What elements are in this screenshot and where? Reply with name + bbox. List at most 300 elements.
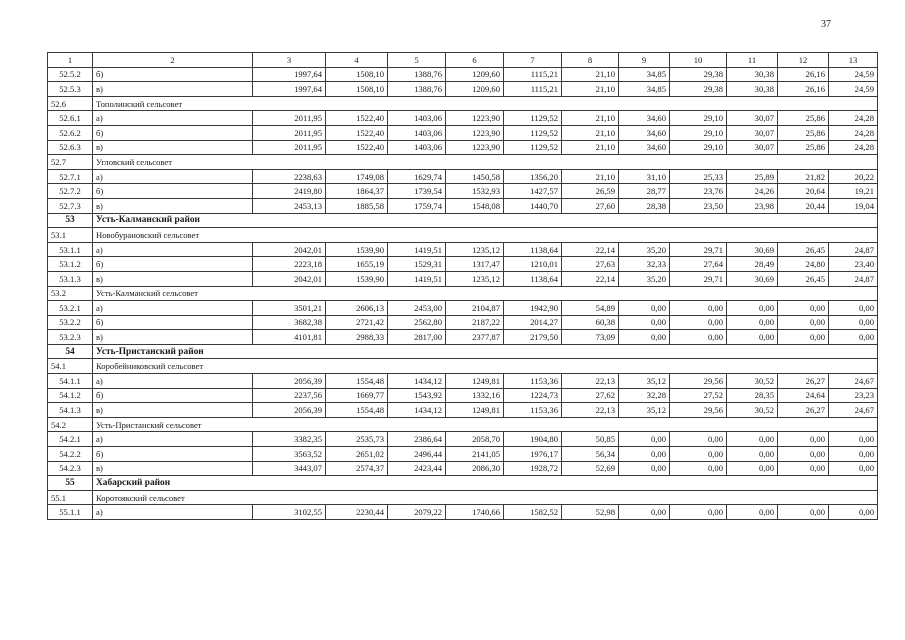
row-variant: б) bbox=[93, 315, 253, 330]
settlement-code: 53.2 bbox=[48, 286, 93, 301]
value-cell: 1582,52 bbox=[504, 505, 562, 520]
value-cell: 2141,05 bbox=[446, 447, 504, 462]
settlement-name: Коробейниковский сельсовет bbox=[93, 359, 878, 374]
value-cell: 30,69 bbox=[727, 271, 778, 286]
value-cell: 2011,95 bbox=[253, 111, 326, 126]
value-cell: 1153,36 bbox=[504, 374, 562, 389]
value-cell: 1403,06 bbox=[388, 140, 446, 155]
table-row bbox=[48, 184, 878, 199]
value-cell: 27,60 bbox=[562, 198, 619, 213]
row-variant: б) bbox=[93, 447, 253, 462]
value-cell: 1539,90 bbox=[326, 242, 388, 257]
column-number-header: 12 bbox=[778, 53, 829, 68]
value-cell: 0,00 bbox=[829, 330, 878, 345]
value-cell: 0,00 bbox=[670, 447, 727, 462]
value-cell: 0,00 bbox=[829, 505, 878, 520]
value-cell: 1235,12 bbox=[446, 271, 504, 286]
value-cell: 1419,51 bbox=[388, 242, 446, 257]
value-cell: 2237,56 bbox=[253, 388, 326, 403]
settlement-code: 53.1 bbox=[48, 228, 93, 243]
row-variant: в) bbox=[93, 403, 253, 418]
value-cell: 34,60 bbox=[619, 125, 670, 140]
value-cell: 2056,39 bbox=[253, 403, 326, 418]
column-number-header: 4 bbox=[326, 53, 388, 68]
value-cell: 2574,37 bbox=[326, 461, 388, 476]
value-cell: 29,56 bbox=[670, 403, 727, 418]
value-cell: 30,52 bbox=[727, 374, 778, 389]
value-cell: 21,10 bbox=[562, 140, 619, 155]
row-code: 53.2.2 bbox=[48, 315, 93, 330]
value-cell: 52,98 bbox=[562, 505, 619, 520]
table-row bbox=[48, 315, 878, 330]
value-cell: 3563,52 bbox=[253, 447, 326, 462]
value-cell: 28,77 bbox=[619, 184, 670, 199]
settlement-name: Тополинский сельсовет bbox=[93, 96, 878, 111]
value-cell: 1223,90 bbox=[446, 111, 504, 126]
settlement-code: 54.2 bbox=[48, 417, 93, 432]
value-cell: 0,00 bbox=[778, 505, 829, 520]
value-cell: 25,33 bbox=[670, 169, 727, 184]
value-cell: 29,56 bbox=[670, 374, 727, 389]
value-cell: 2042,01 bbox=[253, 271, 326, 286]
value-cell: 0,00 bbox=[778, 447, 829, 462]
value-cell: 24,64 bbox=[778, 388, 829, 403]
value-cell: 29,71 bbox=[670, 242, 727, 257]
value-cell: 28,38 bbox=[619, 198, 670, 213]
row-code: 52.6.1 bbox=[48, 111, 93, 126]
value-cell: 19,04 bbox=[829, 198, 878, 213]
row-variant: б) bbox=[93, 388, 253, 403]
settlement-code: 52.7 bbox=[48, 155, 93, 170]
row-variant: в) bbox=[93, 198, 253, 213]
row-variant: в) bbox=[93, 271, 253, 286]
settlement-name: Новобурановский сельсовет bbox=[93, 228, 878, 243]
value-cell: 1129,52 bbox=[504, 125, 562, 140]
row-variant: б) bbox=[93, 184, 253, 199]
value-cell: 30,52 bbox=[727, 403, 778, 418]
value-cell: 0,00 bbox=[619, 461, 670, 476]
settlement-header-row bbox=[48, 359, 878, 374]
value-cell: 0,00 bbox=[670, 315, 727, 330]
value-cell: 0,00 bbox=[619, 330, 670, 345]
settlement-name: Усть-Пристанский сельсовет bbox=[93, 417, 878, 432]
value-cell: 24,28 bbox=[829, 111, 878, 126]
value-cell: 2079,22 bbox=[388, 505, 446, 520]
value-cell: 24,59 bbox=[829, 67, 878, 82]
value-cell: 24,80 bbox=[778, 257, 829, 272]
table-row bbox=[48, 111, 878, 126]
settlement-header-row bbox=[48, 96, 878, 111]
value-cell: 30,38 bbox=[727, 67, 778, 82]
value-cell: 0,00 bbox=[829, 432, 878, 447]
value-cell: 34,85 bbox=[619, 67, 670, 82]
value-cell: 1115,21 bbox=[504, 67, 562, 82]
value-cell: 0,00 bbox=[619, 432, 670, 447]
value-cell: 24,59 bbox=[829, 82, 878, 97]
row-code: 52.6.3 bbox=[48, 140, 93, 155]
row-variant: а) bbox=[93, 432, 253, 447]
district-code: 55 bbox=[48, 476, 93, 491]
row-variant: б) bbox=[93, 67, 253, 82]
value-cell: 1388,76 bbox=[388, 82, 446, 97]
table-row bbox=[48, 403, 878, 418]
value-cell: 2419,80 bbox=[253, 184, 326, 199]
value-cell: 1928,72 bbox=[504, 461, 562, 476]
row-code: 54.1.2 bbox=[48, 388, 93, 403]
value-cell: 25,86 bbox=[778, 111, 829, 126]
table-row bbox=[48, 198, 878, 213]
value-cell: 1153,36 bbox=[504, 403, 562, 418]
value-cell: 1224,73 bbox=[504, 388, 562, 403]
value-cell: 3501,21 bbox=[253, 301, 326, 316]
value-cell: 1543,92 bbox=[388, 388, 446, 403]
column-number-header: 13 bbox=[829, 53, 878, 68]
value-cell: 3682,38 bbox=[253, 315, 326, 330]
settlement-code: 54.1 bbox=[48, 359, 93, 374]
value-cell: 1419,51 bbox=[388, 271, 446, 286]
value-cell: 24,26 bbox=[727, 184, 778, 199]
row-code: 54.1.3 bbox=[48, 403, 93, 418]
column-number-header: 10 bbox=[670, 53, 727, 68]
value-cell: 26,27 bbox=[778, 403, 829, 418]
value-cell: 0,00 bbox=[778, 461, 829, 476]
row-variant: б) bbox=[93, 257, 253, 272]
row-variant: в) bbox=[93, 461, 253, 476]
value-cell: 19,21 bbox=[829, 184, 878, 199]
value-cell: 1942,90 bbox=[504, 301, 562, 316]
settlement-header-row bbox=[48, 490, 878, 505]
value-cell: 32,28 bbox=[619, 388, 670, 403]
value-cell: 1434,12 bbox=[388, 374, 446, 389]
column-number-header: 5 bbox=[388, 53, 446, 68]
table-row bbox=[48, 461, 878, 476]
value-cell: 22,14 bbox=[562, 271, 619, 286]
value-cell: 0,00 bbox=[778, 315, 829, 330]
row-code: 54.2.1 bbox=[48, 432, 93, 447]
value-cell: 1440,70 bbox=[504, 198, 562, 213]
value-cell: 2377,87 bbox=[446, 330, 504, 345]
value-cell: 34,60 bbox=[619, 111, 670, 126]
row-code: 54.2.2 bbox=[48, 447, 93, 462]
value-cell: 1864,37 bbox=[326, 184, 388, 199]
value-cell: 27,62 bbox=[562, 388, 619, 403]
value-cell: 22,14 bbox=[562, 242, 619, 257]
value-cell: 23,40 bbox=[829, 257, 878, 272]
value-cell: 26,45 bbox=[778, 271, 829, 286]
value-cell: 2423,44 bbox=[388, 461, 446, 476]
value-cell: 0,00 bbox=[829, 315, 878, 330]
value-cell: 2042,01 bbox=[253, 242, 326, 257]
value-cell: 1554,48 bbox=[326, 403, 388, 418]
row-code: 53.1.1 bbox=[48, 242, 93, 257]
row-code: 52.7.1 bbox=[48, 169, 93, 184]
value-cell: 1629,74 bbox=[388, 169, 446, 184]
value-cell: 1138,64 bbox=[504, 242, 562, 257]
value-cell: 0,00 bbox=[619, 447, 670, 462]
row-variant: в) bbox=[93, 330, 253, 345]
value-cell: 4101,81 bbox=[253, 330, 326, 345]
value-cell: 2453,13 bbox=[253, 198, 326, 213]
value-cell: 35,12 bbox=[619, 403, 670, 418]
row-code: 53.1.2 bbox=[48, 257, 93, 272]
value-cell: 26,59 bbox=[562, 184, 619, 199]
row-variant: а) bbox=[93, 242, 253, 257]
value-cell: 2058,70 bbox=[446, 432, 504, 447]
value-cell: 60,38 bbox=[562, 315, 619, 330]
district-name: Усть-Калманский район bbox=[93, 213, 878, 228]
value-cell: 1249,81 bbox=[446, 374, 504, 389]
value-cell: 22,13 bbox=[562, 403, 619, 418]
value-cell: 2651,02 bbox=[326, 447, 388, 462]
value-cell: 52,69 bbox=[562, 461, 619, 476]
value-cell: 1529,31 bbox=[388, 257, 446, 272]
row-code: 54.1.1 bbox=[48, 374, 93, 389]
value-cell: 0,00 bbox=[670, 505, 727, 520]
value-cell: 25,86 bbox=[778, 140, 829, 155]
value-cell: 35,20 bbox=[619, 242, 670, 257]
value-cell: 25,86 bbox=[778, 125, 829, 140]
value-cell: 2230,44 bbox=[326, 505, 388, 520]
settlement-header-row bbox=[48, 286, 878, 301]
value-cell: 0,00 bbox=[727, 461, 778, 476]
value-cell: 54,89 bbox=[562, 301, 619, 316]
value-cell: 0,00 bbox=[619, 315, 670, 330]
value-cell: 29,10 bbox=[670, 125, 727, 140]
value-cell: 34,60 bbox=[619, 140, 670, 155]
table-row bbox=[48, 432, 878, 447]
table-body bbox=[48, 53, 878, 520]
value-cell: 21,10 bbox=[562, 169, 619, 184]
value-cell: 26,16 bbox=[778, 82, 829, 97]
value-cell: 1997,64 bbox=[253, 67, 326, 82]
row-variant: а) bbox=[93, 111, 253, 126]
value-cell: 2453,00 bbox=[388, 301, 446, 316]
value-cell: 2179,50 bbox=[504, 330, 562, 345]
value-cell: 0,00 bbox=[727, 447, 778, 462]
value-cell: 1317,47 bbox=[446, 257, 504, 272]
value-cell: 28,49 bbox=[727, 257, 778, 272]
column-number-header: 9 bbox=[619, 53, 670, 68]
value-cell: 1539,90 bbox=[326, 271, 388, 286]
value-cell: 2988,33 bbox=[326, 330, 388, 345]
row-code: 52.7.2 bbox=[48, 184, 93, 199]
value-cell: 1522,40 bbox=[326, 111, 388, 126]
value-cell: 27,64 bbox=[670, 257, 727, 272]
value-cell: 1403,06 bbox=[388, 125, 446, 140]
value-cell: 1223,90 bbox=[446, 140, 504, 155]
value-cell: 32,33 bbox=[619, 257, 670, 272]
value-cell: 1235,12 bbox=[446, 242, 504, 257]
value-cell: 23,23 bbox=[829, 388, 878, 403]
value-cell: 0,00 bbox=[727, 432, 778, 447]
row-variant: а) bbox=[93, 505, 253, 520]
value-cell: 1450,58 bbox=[446, 169, 504, 184]
settlement-code: 52.6 bbox=[48, 96, 93, 111]
value-cell: 1129,52 bbox=[504, 140, 562, 155]
value-cell: 3102,55 bbox=[253, 505, 326, 520]
value-cell: 29,10 bbox=[670, 140, 727, 155]
value-cell: 21,10 bbox=[562, 125, 619, 140]
value-cell: 0,00 bbox=[829, 461, 878, 476]
value-cell: 23,50 bbox=[670, 198, 727, 213]
value-cell: 22,13 bbox=[562, 374, 619, 389]
value-cell: 1522,40 bbox=[326, 140, 388, 155]
table-row bbox=[48, 257, 878, 272]
table-row bbox=[48, 301, 878, 316]
value-cell: 20,22 bbox=[829, 169, 878, 184]
row-code: 53.2.3 bbox=[48, 330, 93, 345]
value-cell: 1356,20 bbox=[504, 169, 562, 184]
value-cell: 1548,08 bbox=[446, 198, 504, 213]
table-row bbox=[48, 242, 878, 257]
value-cell: 0,00 bbox=[727, 330, 778, 345]
table-row bbox=[48, 330, 878, 345]
value-cell: 0,00 bbox=[727, 301, 778, 316]
district-code: 54 bbox=[48, 344, 93, 359]
value-cell: 29,71 bbox=[670, 271, 727, 286]
value-cell: 23,76 bbox=[670, 184, 727, 199]
table-row bbox=[48, 169, 878, 184]
value-cell: 1740,66 bbox=[446, 505, 504, 520]
value-cell: 24,87 bbox=[829, 271, 878, 286]
value-cell: 27,63 bbox=[562, 257, 619, 272]
value-cell: 2011,95 bbox=[253, 125, 326, 140]
value-cell: 0,00 bbox=[670, 461, 727, 476]
value-cell: 1138,64 bbox=[504, 271, 562, 286]
value-cell: 21,10 bbox=[562, 82, 619, 97]
column-number-header: 8 bbox=[562, 53, 619, 68]
row-variant: а) bbox=[93, 169, 253, 184]
value-cell: 1997,64 bbox=[253, 82, 326, 97]
value-cell: 1427,57 bbox=[504, 184, 562, 199]
row-code: 52.6.2 bbox=[48, 125, 93, 140]
settlement-header-row bbox=[48, 417, 878, 432]
value-cell: 24,28 bbox=[829, 125, 878, 140]
value-cell: 21,10 bbox=[562, 67, 619, 82]
value-cell: 1508,10 bbox=[326, 82, 388, 97]
value-cell: 0,00 bbox=[670, 432, 727, 447]
value-cell: 1403,06 bbox=[388, 111, 446, 126]
value-cell: 2721,42 bbox=[326, 315, 388, 330]
value-cell: 2104,87 bbox=[446, 301, 504, 316]
value-cell: 25,89 bbox=[727, 169, 778, 184]
value-cell: 24,28 bbox=[829, 140, 878, 155]
column-number-header-row bbox=[48, 53, 878, 68]
value-cell: 1223,90 bbox=[446, 125, 504, 140]
row-variant: в) bbox=[93, 82, 253, 97]
value-cell: 1759,74 bbox=[388, 198, 446, 213]
value-cell: 2223,18 bbox=[253, 257, 326, 272]
settlement-header-row bbox=[48, 155, 878, 170]
value-cell: 20,44 bbox=[778, 198, 829, 213]
value-cell: 1129,52 bbox=[504, 111, 562, 126]
value-cell: 21,10 bbox=[562, 111, 619, 126]
column-number-header: 1 bbox=[48, 53, 93, 68]
value-cell: 0,00 bbox=[619, 505, 670, 520]
district-name: Усть-Пристанский район bbox=[93, 344, 878, 359]
value-cell: 1532,93 bbox=[446, 184, 504, 199]
value-cell: 73,09 bbox=[562, 330, 619, 345]
value-cell: 1332,16 bbox=[446, 388, 504, 403]
row-code: 52.5.2 bbox=[48, 67, 93, 82]
value-cell: 24,67 bbox=[829, 403, 878, 418]
table-row bbox=[48, 67, 878, 82]
column-number-header: 3 bbox=[253, 53, 326, 68]
value-cell: 29,38 bbox=[670, 82, 727, 97]
table-row bbox=[48, 125, 878, 140]
row-code: 54.2.3 bbox=[48, 461, 93, 476]
value-cell: 28,35 bbox=[727, 388, 778, 403]
value-cell: 50,85 bbox=[562, 432, 619, 447]
settlement-code: 55.1 bbox=[48, 490, 93, 505]
value-cell: 30,07 bbox=[727, 125, 778, 140]
value-cell: 1209,60 bbox=[446, 82, 504, 97]
value-cell: 2535,73 bbox=[326, 432, 388, 447]
value-cell: 2238,63 bbox=[253, 169, 326, 184]
value-cell: 29,10 bbox=[670, 111, 727, 126]
value-cell: 0,00 bbox=[727, 505, 778, 520]
value-cell: 1508,10 bbox=[326, 67, 388, 82]
value-cell: 3382,35 bbox=[253, 432, 326, 447]
value-cell: 23,98 bbox=[727, 198, 778, 213]
row-code: 53.2.1 bbox=[48, 301, 93, 316]
row-variant: а) bbox=[93, 374, 253, 389]
value-cell: 56,34 bbox=[562, 447, 619, 462]
table-row bbox=[48, 505, 878, 520]
value-cell: 0,00 bbox=[727, 315, 778, 330]
value-cell: 1434,12 bbox=[388, 403, 446, 418]
value-cell: 1522,40 bbox=[326, 125, 388, 140]
table-row bbox=[48, 447, 878, 462]
value-cell: 24,67 bbox=[829, 374, 878, 389]
row-code: 52.5.3 bbox=[48, 82, 93, 97]
table-row bbox=[48, 388, 878, 403]
value-cell: 1739,54 bbox=[388, 184, 446, 199]
value-cell: 1655,19 bbox=[326, 257, 388, 272]
value-cell: 30,07 bbox=[727, 140, 778, 155]
value-cell: 1976,17 bbox=[504, 447, 562, 462]
value-cell: 1388,76 bbox=[388, 67, 446, 82]
value-cell: 24,87 bbox=[829, 242, 878, 257]
value-cell: 26,16 bbox=[778, 67, 829, 82]
value-cell: 30,38 bbox=[727, 82, 778, 97]
value-cell: 29,38 bbox=[670, 67, 727, 82]
row-variant: а) bbox=[93, 301, 253, 316]
row-code: 55.1.1 bbox=[48, 505, 93, 520]
value-cell: 0,00 bbox=[829, 301, 878, 316]
value-cell: 2817,00 bbox=[388, 330, 446, 345]
value-cell: 1749,08 bbox=[326, 169, 388, 184]
tariff-table bbox=[47, 52, 878, 520]
value-cell: 0,00 bbox=[829, 447, 878, 462]
value-cell: 0,00 bbox=[670, 330, 727, 345]
value-cell: 2562,80 bbox=[388, 315, 446, 330]
value-cell: 26,27 bbox=[778, 374, 829, 389]
value-cell: 30,69 bbox=[727, 242, 778, 257]
table-row bbox=[48, 374, 878, 389]
settlement-name: Угловский сельсовет bbox=[93, 155, 878, 170]
value-cell: 26,45 bbox=[778, 242, 829, 257]
value-cell: 1249,81 bbox=[446, 403, 504, 418]
value-cell: 0,00 bbox=[778, 330, 829, 345]
value-cell: 2187,22 bbox=[446, 315, 504, 330]
column-number-header: 7 bbox=[504, 53, 562, 68]
value-cell: 2386,64 bbox=[388, 432, 446, 447]
settlement-name: Усть-Калманский сельсовет bbox=[93, 286, 878, 301]
value-cell: 1115,21 bbox=[504, 82, 562, 97]
value-cell: 1904,80 bbox=[504, 432, 562, 447]
value-cell: 35,12 bbox=[619, 374, 670, 389]
